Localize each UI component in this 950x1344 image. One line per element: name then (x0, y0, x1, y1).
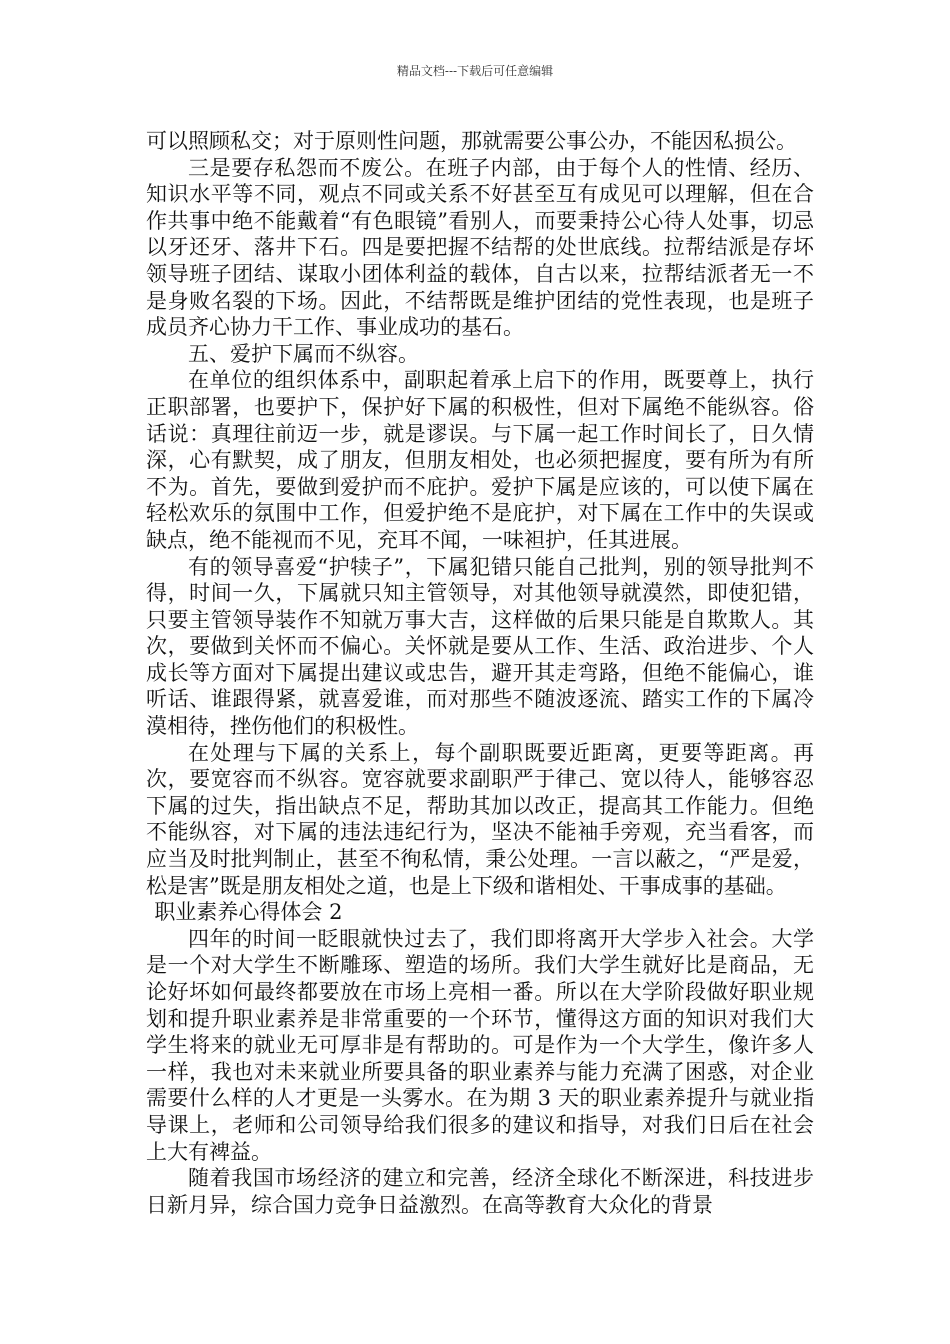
paragraph: 可以照顾私交；对于原则性问题，那就需要公事公办，不能因私损公。 (146, 129, 797, 153)
paragraph: 随着我国市场经济的建立和完善，经济全球化不断深进，科技进步日新月异，综合国力竞争日益激烈。在高等教育大众化的背景 (146, 1166, 814, 1217)
section-heading: 五、爱护下属而不纵容。 (188, 341, 419, 366)
page-header: 精品文档---下载后可任意编辑 (396, 64, 554, 78)
paragraph: 在处理与下属的关系上，每个副职既要近距离，更要等距离。再次，要宽容而不纵容。宽容就要求副职严于律己、宽以待人，能够容忍下属的过失，指出缺点不足，帮助其加以改正，提高其工作能力。但绝不能纵容，对下属的违法违纪行为，坚决不能袖手旁观，充当看客，而应当及时批判制止，甚至不徇私情，秉公处理。一言以蔽之，“严是爱，松是害”既是朋友相处之道，也是上下级和谐相处、干事成事的基础。 (146, 740, 814, 898)
article-title: 职业素养心得体会 2 (154, 900, 343, 925)
document-body (146, 128, 814, 1218)
paragraph: 三是要存私怨而不废公。在班子内部，由于每个人的性情、经历、知识水平等不同，观点不同或关系不好甚至互有成见可以理解，但在合作共事中绝不能戴着“有色眼镜”看别人，而要秉持公心待人处事，切忌以牙还牙、落井下石。四是要把握不结帮的处世底线。拉帮结派是存坏领导班子团结、谋取小团体利益的载体，自古以来，拉帮结派者无一不是身败名裂的下场。因此，不结帮既是维护团结的党性表现，也是班子成员齐心协力干工作、事业成功的基石。 (146, 155, 814, 340)
paragraph: 四年的时间一眨眼就快过去了，我们即将离开大学步入社会。大学是一个对大学生不断雕琢、塑造的场所。我们大学生就好比是商品，无论好坏如何最终都要放在市场上亮相一番。所以在大学阶段做好职业规划和提升职业素养是非常重要的一个环节，懂得这方面的知识对我们大学生将来的就业无可厚非是有帮助的。可是作为一个大学生，像许多人一样，我也对未来就业所要具备的职业素养与能力充满了困惑，对企业需要什么样的人才更是一头雾水。在为期 3 天的职业素养提升与就业指导课上，老师和公司领导给我们很多的建议和指导，对我们日后在社会上大有裨益。 (146, 926, 814, 1164)
paragraph: 有的领导喜爱“护犊子”，下属犯错只能自己批判，别的领导批判不得，时间一久，下属就只知主管领导，对其他领导就漠然，即使犯错，只要主管领导装作不知就万事大吉，这样做的后果只能是自欺欺人。其次，要做到关怀而不偏心。关怀就是要从工作、生活、政治进步、个人成长等方面对下属提出建议或忠告，避开其走弯路，但绝不能偏心，谁听话、谁跟得紧，就喜爱谁，而对那些不随波逐流、踏实工作的下属冷漠相待，挫伤他们的积极性。 (146, 554, 814, 739)
paragraph: 在单位的组织体系中，副职起着承上启下的作用，既要尊上，执行正职部署，也要护下，保护好下属的积极性，但对下属绝不能纵容。俗话说：真理往前迈一步，就是谬误。与下属一起工作时间长了，日久情深，心有默契，成了朋友，但朋友相处，也必须把握度，要有所为有所不为。首先，要做到爱护而不庇护。爱护下属是应该的，可以使下属在轻松欢乐的氛围中工作，但爱护绝不是庇护，对下属在工作中的失误或缺点，绝不能视而不见，充耳不闻，一味袒护，任其进展。 (146, 368, 814, 552)
